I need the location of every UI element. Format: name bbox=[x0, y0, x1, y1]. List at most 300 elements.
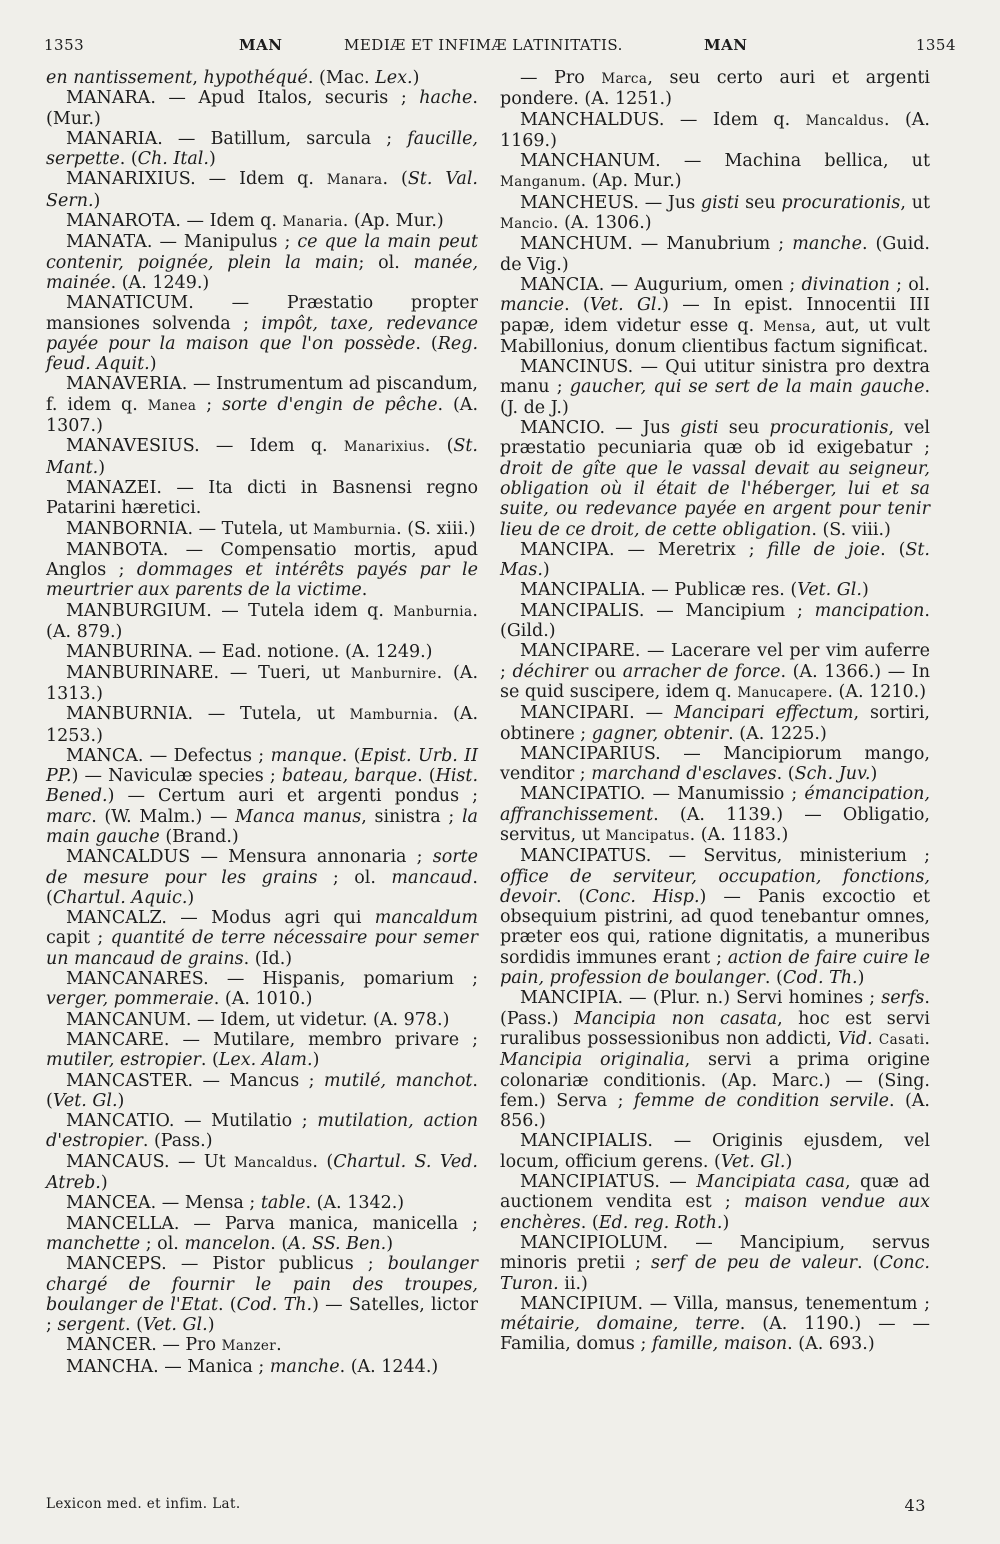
dictionary-entry bbox=[46, 68, 478, 88]
entry-text: . (A. 856.) bbox=[500, 1090, 930, 1132]
italic-text: Vet. Gl. bbox=[589, 295, 663, 316]
entry-text: . (Ap. Mur.) bbox=[580, 171, 682, 192]
dictionary-entry bbox=[46, 746, 478, 847]
entry-text: . (A. 1306.) bbox=[552, 213, 652, 234]
entry-text: . ( bbox=[580, 1212, 599, 1233]
dictionary-entry bbox=[500, 784, 930, 846]
italic-text: Ch. Ital. bbox=[137, 149, 209, 170]
dictionary-entry bbox=[500, 234, 930, 275]
dictionary-entry bbox=[46, 519, 478, 540]
entry-text: . (A. 1190.) — — Familia, domus ; bbox=[500, 1314, 930, 1355]
entry-text: MANARIXIUS. — Idem q. bbox=[66, 169, 327, 190]
entry-text: MANCIPARI. — bbox=[520, 703, 675, 724]
entry-text: MANCALZ. — Modus agri qui bbox=[66, 908, 375, 929]
dictionary-entry bbox=[500, 68, 930, 110]
italic-text: manchette bbox=[46, 1233, 141, 1254]
italic-text: Hist. Bened. bbox=[46, 766, 479, 807]
italic-text: serf de peu de valeur bbox=[651, 1253, 858, 1274]
entry-text: MANCANARES. — Hispanis, pomarium ; bbox=[66, 969, 478, 990]
italic-text: femme de condition servile bbox=[633, 1090, 890, 1111]
entry-text: . ( bbox=[776, 764, 795, 785]
entry-text: MANAZEI. — Ita dicti in Basnensi regno Patarini hæretici. bbox=[46, 477, 478, 519]
entry-text: . ( bbox=[880, 539, 906, 560]
entry-text: capit ; bbox=[46, 928, 111, 949]
dictionary-entry bbox=[46, 1193, 478, 1213]
entry-text: MANCIA. — Augurium, omen ; bbox=[520, 274, 802, 295]
italic-text: procurationis bbox=[769, 418, 889, 439]
dictionary-entry bbox=[46, 232, 478, 293]
entry-text: ) bbox=[100, 1173, 108, 1194]
italic-text: droit de gîte que le vassal devait au seigneur, obligation où il était de l'héberger, lui et sa suite, ou redevance payée en argent pour tenir lieu de ce droit, de cette obligation bbox=[500, 458, 930, 540]
dictionary-entry bbox=[46, 211, 478, 232]
italic-text: divination bbox=[801, 274, 890, 295]
entry-text: . (W. Malm.) — bbox=[91, 806, 236, 827]
entry-text: MANBURNIA. — Tutela, ut bbox=[66, 704, 350, 725]
italic-text: ce que la main peut contenir, poignée, plein la main bbox=[46, 232, 478, 273]
entry-text: . ( bbox=[382, 169, 408, 190]
italic-text: St. Mas. bbox=[500, 539, 930, 581]
entry-text: . (A. 879.) bbox=[46, 600, 478, 643]
italic-text: procurationis bbox=[781, 192, 901, 213]
italic-text: sergent bbox=[57, 1315, 126, 1336]
entry-text: ; ol. bbox=[889, 274, 930, 295]
italic-text: gisti bbox=[680, 418, 719, 439]
entry-text: ou bbox=[587, 661, 623, 682]
italic-text: hypothéqué bbox=[203, 68, 308, 88]
entry-text: , seu certo auri et argenti pondere. (A. 1251.) bbox=[500, 68, 930, 110]
italic-text: verger, pommeraie bbox=[46, 989, 214, 1010]
entry-text: ) bbox=[542, 560, 550, 581]
dictionary-entry bbox=[500, 1294, 930, 1355]
page-footer bbox=[46, 1496, 926, 1518]
italic-text: Lex. bbox=[375, 68, 413, 88]
entry-text: ) bbox=[412, 68, 420, 88]
italic-text: sorte de mesure pour les grains bbox=[46, 847, 478, 888]
italic-text: fille de joie bbox=[767, 539, 881, 560]
entry-text: MANARIA. — Batillum, sarcula ; bbox=[66, 128, 408, 149]
dictionary-entry bbox=[500, 275, 930, 357]
italic-text: manche bbox=[792, 234, 862, 255]
italic-text: Conc. Turon. bbox=[500, 1253, 930, 1294]
entry-text: MANCAUS. — Ut bbox=[66, 1151, 235, 1172]
dictionary-entry bbox=[46, 704, 478, 746]
dictionary-entry bbox=[500, 1172, 930, 1233]
dictionary-entry bbox=[500, 601, 930, 642]
entry-text: MANCATIO. — Mutilatio ; bbox=[66, 1111, 318, 1132]
entry-text: MANCIPIUM. — Villa, mansus, tenementum ; bbox=[520, 1293, 930, 1314]
signature-mark: 43 bbox=[904, 1496, 926, 1515]
italic-text: bateau, barque bbox=[281, 766, 418, 787]
entry-text: MANCARE. — Mutilare, membro privare ; bbox=[66, 1029, 478, 1050]
entry-text: . (A. 1225.) bbox=[728, 723, 827, 744]
entry-text: ) bbox=[870, 764, 878, 785]
dictionary-entry bbox=[500, 580, 930, 600]
entry-text: . ( bbox=[217, 1294, 237, 1315]
entry-text: MANCIPA. — Meretrix ; bbox=[520, 539, 768, 560]
italic-text: émancipation, affranchissement bbox=[500, 784, 930, 825]
cross-reference: Mamburnia bbox=[349, 707, 433, 724]
dictionary-entry bbox=[46, 663, 478, 705]
dictionary-entry bbox=[46, 1071, 478, 1112]
entry-text: MANCHANUM. — Machina bellica, ut bbox=[520, 151, 930, 172]
cross-reference: Manganum bbox=[500, 174, 581, 191]
cross-reference: Mamburnia bbox=[312, 521, 397, 538]
italic-text: marchand d'esclaves bbox=[591, 764, 777, 785]
entry-text: MANCELLA. — Parva manica, manicella ; bbox=[66, 1213, 478, 1234]
dictionary-entry bbox=[46, 1010, 478, 1030]
entry-text: ) bbox=[117, 1090, 125, 1111]
entry-text: . (A. 1244.) bbox=[339, 1356, 439, 1377]
entry-text: MANBURINA. — Ead. notione. (A. 1249.) bbox=[66, 642, 433, 663]
entry-text: . (Gild.) bbox=[500, 600, 930, 642]
entry-text: . (A. 1342.) bbox=[305, 1193, 405, 1214]
entry-text: . (Ap. Mur.) bbox=[342, 211, 444, 232]
entry-text: MANBURINARE. — Tueri, ut bbox=[66, 662, 351, 683]
entry-text: ) bbox=[386, 1233, 394, 1254]
italic-text: Mancipia originalia bbox=[500, 1050, 685, 1071]
dictionary-entry bbox=[500, 1131, 930, 1172]
italic-text: Mancipari effectum bbox=[674, 703, 854, 724]
italic-text: Cod. Th. bbox=[236, 1294, 313, 1315]
entry-text: . (A. 1210.) bbox=[827, 681, 927, 702]
italic-text: manée, mainée bbox=[46, 252, 479, 293]
entry-text: MANBORNIA. — Tutela, ut bbox=[66, 518, 313, 539]
entry-text: MANCEA. — Mensa ; bbox=[66, 1193, 261, 1214]
entry-text: ) bbox=[857, 968, 865, 989]
cross-reference: Manzer bbox=[221, 1338, 277, 1355]
footer-source: Lexicon med. et infim. Lat. bbox=[46, 1496, 241, 1512]
entry-text: MANCIPIALIS. — Originis ejusdem, vel locum, officium gerens. ( bbox=[500, 1131, 930, 1172]
dictionary-entry bbox=[46, 1254, 478, 1335]
italic-text: gagner, obtenir bbox=[591, 723, 729, 744]
entry-text: , vel præstatio pecuniaria quæ ob id exigebatur ; bbox=[500, 418, 931, 459]
italic-text: Mancipia non casata bbox=[573, 1008, 778, 1029]
italic-text: dommages et intérêts payés par le meurtrier aux parents de la victime bbox=[46, 560, 478, 601]
italic-text: la main gauche bbox=[46, 806, 478, 847]
italic-text: famille, maison bbox=[651, 1334, 788, 1355]
cross-reference: Marca bbox=[601, 71, 648, 87]
italic-text: mancaldum bbox=[374, 908, 478, 929]
dictionary-entry bbox=[500, 1233, 930, 1294]
entry-text: . (Mur.) bbox=[46, 88, 478, 129]
entry-text: . bbox=[924, 1028, 930, 1049]
italic-text: Vet. Gl. bbox=[720, 1151, 786, 1172]
cross-reference: Manarixius bbox=[343, 439, 425, 456]
dictionary-entry bbox=[500, 110, 930, 152]
entry-text: MANATICUM. — Præstatio propter mansiones solvenda ; bbox=[46, 293, 478, 334]
entry-text: MANCA. — Defectus ; bbox=[66, 745, 271, 766]
entry-text: . ( bbox=[424, 436, 454, 457]
italic-text: faucille, serpette bbox=[46, 128, 478, 170]
entry-text: ) — Certum auri et argenti pondus ; bbox=[107, 786, 478, 807]
entry-text: ) bbox=[207, 1315, 215, 1336]
dictionary-entry bbox=[500, 193, 930, 235]
italic-text: mancipation bbox=[814, 600, 925, 621]
entry-text: (Brand.) bbox=[159, 826, 239, 847]
entry-text: . (A. 1307.) bbox=[46, 394, 479, 437]
dictionary-entry bbox=[46, 847, 478, 908]
entry-text: seu bbox=[718, 418, 770, 439]
running-title: MEDIÆ ET INFIMÆ LATINITATIS. bbox=[344, 36, 623, 54]
entry-text: ) — Naviculæ species ; bbox=[71, 766, 282, 787]
entry-text: . ( bbox=[312, 1151, 334, 1172]
entry-text: ) bbox=[722, 1212, 730, 1233]
dictionary-entry bbox=[46, 478, 478, 519]
entry-text: ii.) bbox=[558, 1273, 588, 1294]
entry-text: MANCIPATIO. — Manumissio ; bbox=[520, 784, 805, 805]
entry-text: MANCIPIOLUM. — Mancipium, servus minoris pretii ; bbox=[500, 1232, 930, 1274]
entry-text: MANAROTA. — Idem q. bbox=[66, 211, 283, 232]
entry-text: . ( bbox=[200, 1050, 219, 1071]
italic-text: en nantissement bbox=[46, 68, 193, 88]
dictionary-entry bbox=[500, 988, 930, 1131]
entry-text: MANCINUS. — Qui utitur sinistra pro dextra manu ; bbox=[500, 357, 930, 398]
entry-text: MANCIPATUS. — Servitus, ministerium ; bbox=[520, 846, 930, 867]
right-page-number: 1354 bbox=[915, 36, 956, 54]
cross-reference: Casati bbox=[878, 1031, 925, 1048]
cross-reference: Mensa bbox=[763, 318, 811, 335]
italic-text: mutilé, manchot bbox=[324, 1070, 473, 1091]
italic-text: mutiler, estropier bbox=[46, 1050, 201, 1071]
italic-text: Lex. Alam. bbox=[218, 1050, 313, 1071]
entry-text: ; bbox=[196, 394, 223, 415]
entry-text: . (A. 1253.) bbox=[46, 704, 479, 746]
dictionary-entry bbox=[500, 641, 930, 703]
italic-text: marc bbox=[46, 806, 92, 827]
entry-text: . (A. 1313.) bbox=[46, 662, 479, 704]
dictionary-entry bbox=[46, 1214, 478, 1255]
italic-text: Vid. bbox=[837, 1028, 873, 1049]
cross-reference: Mancaldus bbox=[234, 1154, 313, 1171]
italic-text: mancaud bbox=[391, 867, 473, 888]
entry-text: MANCEPS. — Pistor publicus ; bbox=[66, 1254, 388, 1275]
italic-text: arracher de force bbox=[622, 661, 781, 682]
entry-text: . (S. xiii.) bbox=[396, 518, 476, 539]
entry-text: MANCIPARE. — Lacerare vel per vim auferre ; bbox=[500, 641, 930, 682]
entry-text: . (A. 1366.) — In se quid suscipere, idem q. bbox=[500, 661, 930, 702]
italic-text: maison vendue aux enchères bbox=[500, 1192, 930, 1233]
dictionary-entry bbox=[500, 418, 930, 540]
entry-text: . (A. 1169.) bbox=[500, 109, 930, 151]
dictionary-entry bbox=[46, 293, 478, 374]
dictionary-entry bbox=[46, 1335, 478, 1356]
dictionary-entry bbox=[500, 703, 930, 744]
entry-text: . ( bbox=[417, 766, 436, 787]
entry-text: ) bbox=[187, 887, 195, 908]
italic-text: action de faire cuire le pain, profession de boulanger bbox=[500, 947, 930, 989]
italic-text: Chartul. Aquic. bbox=[52, 887, 188, 908]
entry-text: ) bbox=[208, 149, 216, 170]
entry-text: , ut bbox=[900, 192, 930, 213]
entry-text: ) bbox=[785, 1151, 793, 1172]
entry-text: MANCER. — Pro bbox=[66, 1335, 222, 1356]
entry-text: . (A. 693.) bbox=[787, 1334, 875, 1355]
cross-reference: Manburnia bbox=[393, 603, 473, 620]
italic-text: déchirer bbox=[512, 661, 588, 682]
italic-text: gisti bbox=[700, 192, 740, 213]
entry-text: ) bbox=[98, 457, 106, 478]
italic-text: Vet. Gl. bbox=[797, 580, 862, 601]
cross-reference: Manucapere bbox=[737, 684, 828, 701]
italic-text: Sch. Juv. bbox=[794, 764, 871, 785]
italic-text: Vet. Gl. bbox=[143, 1315, 208, 1336]
cross-reference: Manaria bbox=[282, 214, 343, 231]
dictionary-entry bbox=[46, 1152, 478, 1194]
entry-text: . (A. 1139.) — Obligatio, servitus, ut bbox=[500, 804, 930, 845]
italic-text: Mancipiata casa bbox=[696, 1172, 846, 1193]
entry-text: . (J. de J.) bbox=[500, 377, 931, 418]
entry-text: . ( bbox=[415, 333, 438, 354]
italic-text: boulanger chargé de fournir le pain des troupes, boulanger de l'Etat bbox=[46, 1254, 478, 1315]
dictionary-entry bbox=[46, 601, 478, 643]
entry-text: MANCIPARIUS. — Mancipiorum mango, venditor ; bbox=[500, 743, 930, 785]
italic-text: St. Mant. bbox=[46, 436, 478, 478]
entry-text: ) bbox=[861, 580, 869, 601]
entry-text: . (A. 1183.) bbox=[689, 824, 789, 845]
dictionary-entry bbox=[46, 1030, 478, 1071]
cross-reference: Manara bbox=[326, 172, 383, 189]
entry-text: . bbox=[361, 580, 368, 601]
cross-reference: Manea bbox=[147, 397, 197, 414]
italic-text: Epist. Urb. II PP. bbox=[46, 745, 479, 787]
entry-text: . ( bbox=[46, 1070, 478, 1111]
italic-text: Ed. reg. Roth. bbox=[598, 1212, 723, 1233]
entry-text: , hoc est servi ruralibus possessionibus non addicti, bbox=[500, 1008, 930, 1049]
entry-text: . ( bbox=[857, 1253, 880, 1274]
entry-text: ) — In epist. Innocentii III papæ, idem videtur esse q. bbox=[500, 295, 931, 336]
entry-text: MANBURGIUM. — Tutela idem q. bbox=[66, 600, 394, 621]
dictionary-entry bbox=[500, 846, 930, 988]
right-section-heading: MAN bbox=[704, 36, 748, 54]
left-column bbox=[46, 68, 478, 1377]
cross-reference: Mancio bbox=[500, 216, 553, 233]
italic-text: mancelon bbox=[184, 1233, 271, 1254]
dictionary-entry bbox=[46, 436, 478, 478]
entry-text: MANCIPIA. — (Plur. n.) Servi homines ; bbox=[520, 988, 882, 1009]
entry-text: ) bbox=[93, 190, 101, 211]
italic-text: hache bbox=[419, 88, 473, 109]
left-page-number: 1353 bbox=[44, 36, 85, 54]
entry-text: seu bbox=[739, 192, 782, 213]
right-column bbox=[500, 68, 930, 1355]
entry-text: . (Pass.) bbox=[500, 988, 930, 1029]
entry-text: ) — Satelles, lictor ; bbox=[46, 1294, 478, 1336]
dictionary-entry bbox=[500, 744, 930, 785]
entry-text: . (Mac. bbox=[307, 68, 376, 88]
entry-text: . (Pass.) bbox=[142, 1131, 213, 1152]
entry-text: MANCIO. — Jus bbox=[520, 418, 681, 439]
entry-text: MANCANUM. — Idem, ut videtur. (A. 978.) bbox=[66, 1009, 450, 1030]
entry-text: . (S. viii.) bbox=[811, 519, 891, 540]
entry-text: . bbox=[276, 1335, 282, 1356]
italic-text: impôt, taxe, redevance payée pour la maison que l'on possède bbox=[46, 313, 478, 354]
entry-text: MANCHEUS. — Jus bbox=[520, 192, 701, 213]
italic-text: quantité de terre nécessaire pour semer un mancaud de grains bbox=[46, 928, 479, 969]
dictionary-entry bbox=[46, 129, 478, 170]
dictionary-entry bbox=[500, 151, 930, 193]
entry-text: , aut, ut vult Mabillonius, donum clientibus factum significat. bbox=[500, 315, 930, 357]
entry-text: ; ol. bbox=[358, 252, 414, 273]
dictionary-entry bbox=[46, 908, 478, 969]
italic-text: sorte d'engin de pêche bbox=[222, 394, 438, 415]
entry-text: . ( bbox=[119, 149, 138, 170]
entry-text: MANCALDUS — Mensura annonaria ; bbox=[66, 847, 433, 868]
italic-text: manque bbox=[270, 745, 342, 766]
italic-text: Manca manus bbox=[235, 806, 362, 827]
entry-text: MANARA. — Apud Italos, securis ; bbox=[66, 88, 420, 109]
entry-text: ) — Panis excoctio et obsequium pistrini, ad quod tenebantur omnes, præter eos qui, ratione dignitatis, a muneribus sordidis immunes erant ; bbox=[500, 886, 931, 968]
italic-text: office de serviteur, occupation, fonctions, devoir bbox=[500, 866, 930, 907]
cross-reference: Mancaldus bbox=[805, 112, 884, 129]
entry-text: MANATA. — Manipulus ; bbox=[66, 232, 298, 253]
entry-text: . ( bbox=[764, 968, 783, 989]
entry-text: MANCHALDUS. — Idem q. bbox=[520, 109, 806, 130]
entry-text: MANCHA. — Manica ; bbox=[66, 1356, 270, 1377]
entry-text: ; ol. bbox=[140, 1233, 185, 1254]
italic-text: métairie, domaine, terre bbox=[500, 1314, 740, 1335]
italic-text: gaucher, qui se sert de la main gauche bbox=[569, 377, 925, 398]
entry-text: MANCIPALIA. — Publicæ res. ( bbox=[520, 580, 798, 601]
entry-text: . ( bbox=[270, 1233, 289, 1254]
italic-text: Cod. Th. bbox=[782, 968, 858, 989]
dictionary-entry bbox=[46, 1111, 478, 1152]
entry-text: . (A. 1249.) bbox=[110, 272, 210, 293]
entry-text: . (Id.) bbox=[243, 948, 293, 969]
entry-text: . ( bbox=[341, 745, 361, 766]
italic-text: A. SS. Ben. bbox=[288, 1233, 387, 1254]
entry-text: , sinistra ; bbox=[361, 806, 462, 827]
dictionary-entry bbox=[500, 357, 930, 418]
entry-text: MANBOTA. — Compensatio mortis, apud Anglos ; bbox=[46, 539, 478, 581]
entry-text: . ( bbox=[125, 1315, 143, 1336]
entry-text: MANCIPALIS. — Mancipium ; bbox=[520, 600, 815, 621]
italic-text: mutilation, action d'estropier bbox=[46, 1111, 478, 1152]
entry-text: . ( bbox=[564, 295, 590, 316]
italic-text: serfs bbox=[881, 988, 925, 1009]
italic-text: Chartul. S. Ved. Atreb. bbox=[46, 1151, 478, 1194]
dictionary-entry bbox=[46, 969, 478, 1010]
entry-text: ) bbox=[149, 354, 157, 375]
entry-text: MANAVERIA. — Instrumentum ad piscandum, f. idem q. bbox=[46, 374, 478, 415]
entry-text: . (A. 1010.) bbox=[213, 989, 313, 1010]
italic-text: Vet. Gl. bbox=[52, 1090, 118, 1111]
entry-text: — Pro bbox=[520, 68, 602, 88]
left-section-heading: MAN bbox=[239, 36, 283, 54]
entry-text: . (Guid. de Vig.) bbox=[500, 234, 930, 275]
entry-text: MANAVESIUS. — Idem q. bbox=[66, 436, 344, 457]
entry-text: MANCIPIATUS. — bbox=[520, 1172, 697, 1193]
entry-text: ; ol. bbox=[317, 867, 392, 888]
dictionary-entry bbox=[500, 540, 930, 581]
dictionary-entry bbox=[46, 169, 478, 211]
italic-text: Conc. Hisp. bbox=[585, 886, 700, 907]
entry-text: . ( bbox=[555, 886, 586, 907]
entry-text: , quæ ad auctionem vendita est ; bbox=[500, 1172, 930, 1213]
entry-text: , servi a prima origine colonariæ conditionis. (Ap. Marc.) — (Sing. fem.) Serva ; bbox=[500, 1050, 930, 1111]
entry-text: , bbox=[192, 68, 204, 88]
dictionary-entry bbox=[46, 642, 478, 662]
dictionary-entry bbox=[46, 540, 478, 601]
entry-text: . ( bbox=[46, 867, 478, 908]
italic-text: St. Val. Sern. bbox=[46, 169, 479, 211]
dictionary-entry bbox=[46, 1357, 478, 1377]
entry-text: ) bbox=[312, 1050, 320, 1071]
dictionary-entry bbox=[46, 88, 478, 129]
italic-text: table bbox=[260, 1193, 306, 1214]
entry-text: MANCASTER. — Mancus ; bbox=[66, 1070, 324, 1091]
italic-text: Reg. feud. Aquit. bbox=[46, 333, 479, 375]
italic-text: manche bbox=[269, 1356, 340, 1377]
